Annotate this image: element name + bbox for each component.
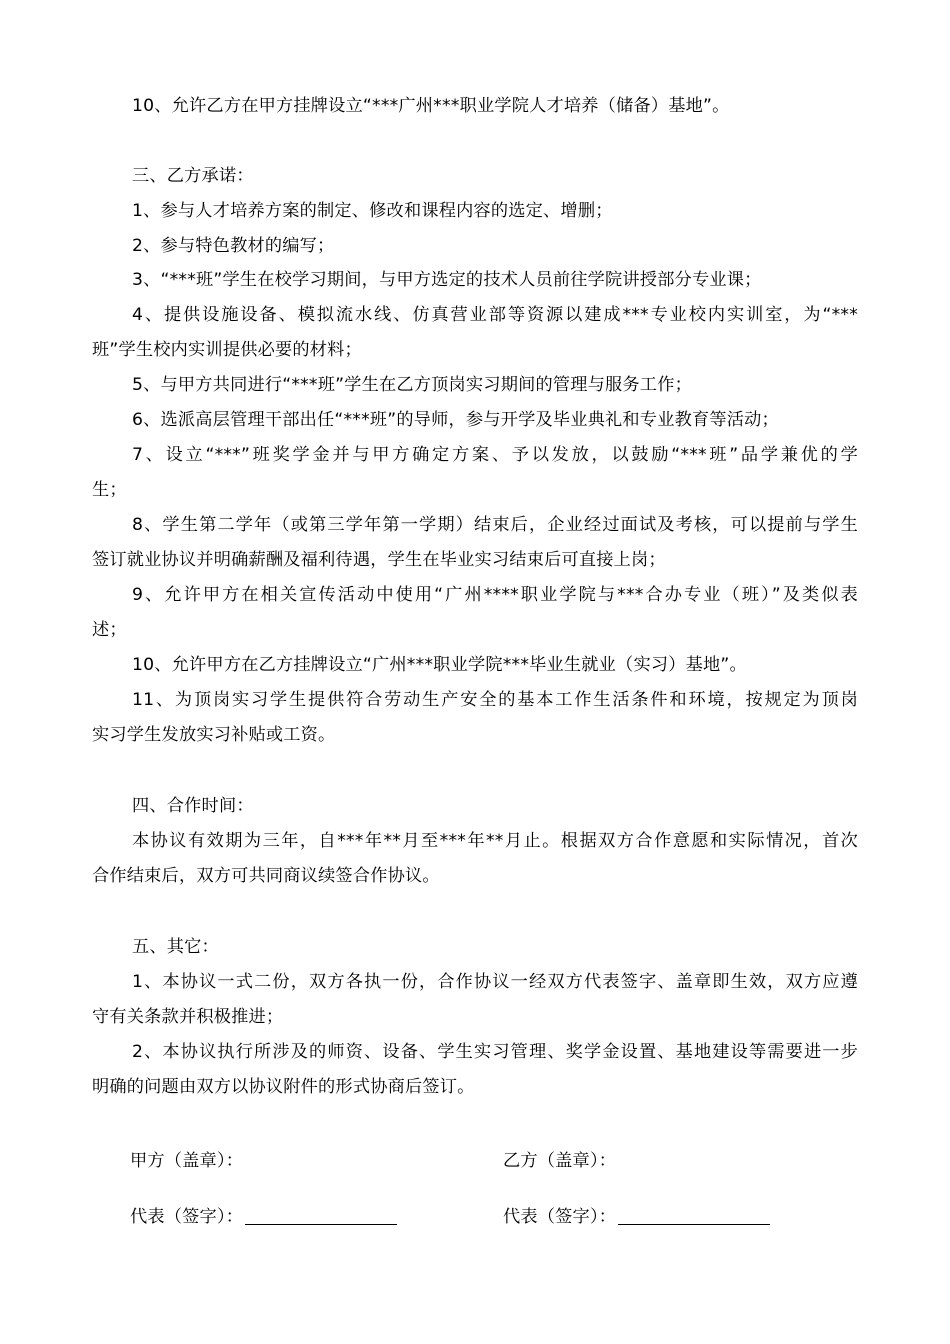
section3-item7-line2: 生； (92, 480, 127, 500)
section4-heading: 四、合作时间： (132, 796, 254, 816)
section2-item10: 10、允许乙方在甲方挂牌设立“***广州***职业学院人才培养（储备）基地”。 (132, 96, 730, 116)
section3-item11-line2: 实习学生发放实习补贴或工资。 (92, 725, 336, 745)
party-b-rep-label: 代表（签字）： (503, 1207, 617, 1227)
section4-paragraph-line1: 本协议有效期为三年，自***年**月至***年**月止。根据双方合作意愿和实际情况，首次 (132, 831, 858, 851)
section3-item8-line2: 签订就业协议并明确薪酬及福利待遇，学生在毕业实习结束后可直接上岗； (92, 550, 666, 570)
section3-item1: 1、参与人才培养方案的制定、修改和课程内容的选定、增删； (132, 201, 613, 221)
section3-item3: 3、“***班”学生在校学习期间，与甲方选定的技术人员前往学院讲授部分专业课； (132, 270, 762, 290)
party-b-seal-label: 乙方（盖章）： (503, 1151, 617, 1171)
section5-heading: 五、其它： (132, 937, 219, 957)
party-a-seal-label: 甲方（盖章）： (130, 1151, 244, 1171)
section4-paragraph-line2: 合作结束后，双方可共同商议续签合作协议。 (92, 866, 440, 886)
section5-item2-line1: 2、本协议执行所涉及的师资、设备、学生实习管理、奖学金设置、基地建设等需要进一步 (132, 1042, 858, 1062)
section3-item4-line1: 4、提供设施设备、模拟流水线、仿真营业部等资源以建成***专业校内实训室，为“*** (132, 305, 858, 325)
section3-item10: 10、允许甲方在乙方挂牌设立“广州***职业学院***毕业生就业（实习）基地”。 (132, 655, 747, 675)
party-a-signature-line (245, 1206, 397, 1225)
section3-item9-line1: 9、允许甲方在相关宣传活动中使用“广州****职业学院与***合办专业（班）”及类似表 (132, 585, 858, 605)
party-b-signature-line (618, 1206, 770, 1225)
party-b-signature-row (503, 1205, 770, 1229)
section3-item2: 2、参与特色教材的编写； (132, 236, 335, 256)
party-a-rep-label: 代表（签字）： (130, 1207, 244, 1227)
section3-item7-line1: 7、设立“***”班奖学金并与甲方确定方案、予以发放，以鼓励“***班”品学兼优的学 (132, 445, 858, 465)
section3-heading: 三、乙方承诺： (132, 166, 254, 186)
party-a-signature-row (130, 1205, 397, 1229)
section5-item1-line2: 守有关条款并积极推进； (92, 1007, 284, 1027)
section3-item6: 6、选派高层管理干部出任“***班”的导师，参与开学及毕业典礼和专业教育等活动； (132, 410, 779, 430)
section3-item8-line1: 8、学生第二学年（或第三学年第一学期）结束后，企业经过面试及考核，可以提前与学生 (132, 515, 858, 535)
section5-item1-line1: 1、本协议一式二份，双方各执一份，合作协议一经双方代表签字、盖章即生效，双方应遵 (132, 972, 858, 992)
section5-item2-line2: 明确的问题由双方以协议附件的形式协商后签订。 (92, 1077, 475, 1097)
section3-item5: 5、与甲方共同进行“***班”学生在乙方顶岗实习期间的管理与服务工作； (132, 375, 692, 395)
section3-item4-line2: 班”学生校内实训提供必要的材料； (92, 340, 362, 360)
section3-item11-line1: 11、为顶岗实习学生提供符合劳动生产安全的基本工作生活条件和环境，按规定为顶岗 (132, 690, 858, 710)
section3-item9-line2: 述； (92, 620, 127, 640)
